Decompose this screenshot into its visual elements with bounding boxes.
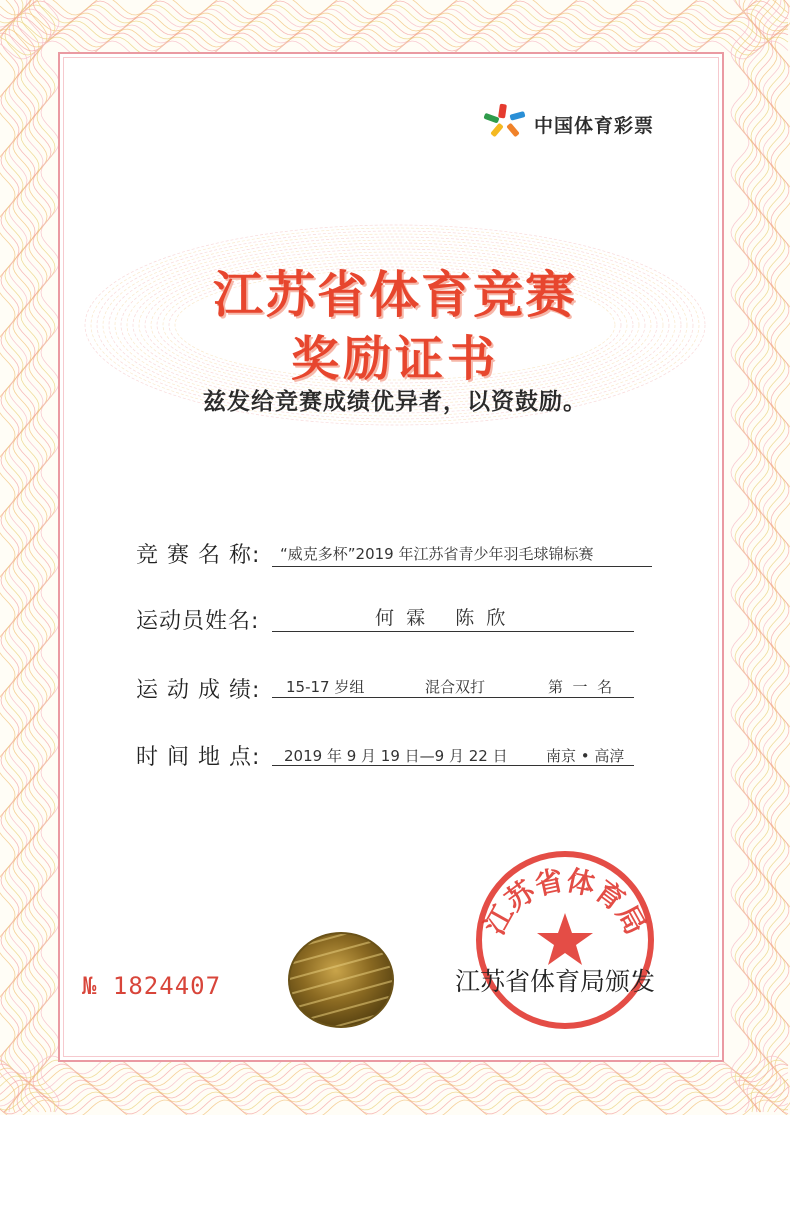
certificate-title-line-1: 江苏省体育竞赛 [213, 266, 577, 324]
athletes-value: 何 霖 陈 欣 [375, 607, 506, 629]
result-label: 运 动 成 绩: [136, 678, 261, 703]
result-rank: 第 一 名 [548, 678, 613, 696]
competition-label: 竞 赛 名 称: [136, 543, 261, 568]
competition-underline [272, 566, 652, 567]
logo-text: 中国体育彩票 [534, 114, 655, 137]
seal-star-icon [537, 913, 593, 965]
athletes-underline [272, 631, 634, 632]
seal-text: 江苏省体育局 [477, 863, 653, 940]
lottery-logo [482, 103, 654, 145]
athletes-label: 运动员姓名: [136, 609, 260, 634]
result-group: 15-17 岁组 [286, 678, 365, 696]
lottery-star-icon [482, 103, 528, 145]
certificate-number: № 1824407 [82, 972, 222, 1000]
certificate-subtitle: 兹发给竞赛成绩优异者，以资鼓励。 [203, 389, 587, 415]
competition-value: “威克多杯”2019 年江苏省青少年羽毛球锦标赛 [280, 545, 594, 563]
time-place-label: 时 间 地 点: [136, 745, 261, 770]
hologram-sticker [286, 930, 396, 1030]
official-seal [470, 845, 660, 1035]
result-underline [272, 697, 634, 698]
time-place-location: 南京 • 高淳 [546, 747, 625, 765]
certificate-title-line-2: 奖励证书 [290, 331, 499, 387]
result-event: 混合双打 [425, 678, 486, 696]
issuer-text: 江苏省体育局颁发 [455, 967, 656, 996]
time-place-dates: 2019 年 9 月 19 日—9 月 22 日 [284, 747, 508, 765]
